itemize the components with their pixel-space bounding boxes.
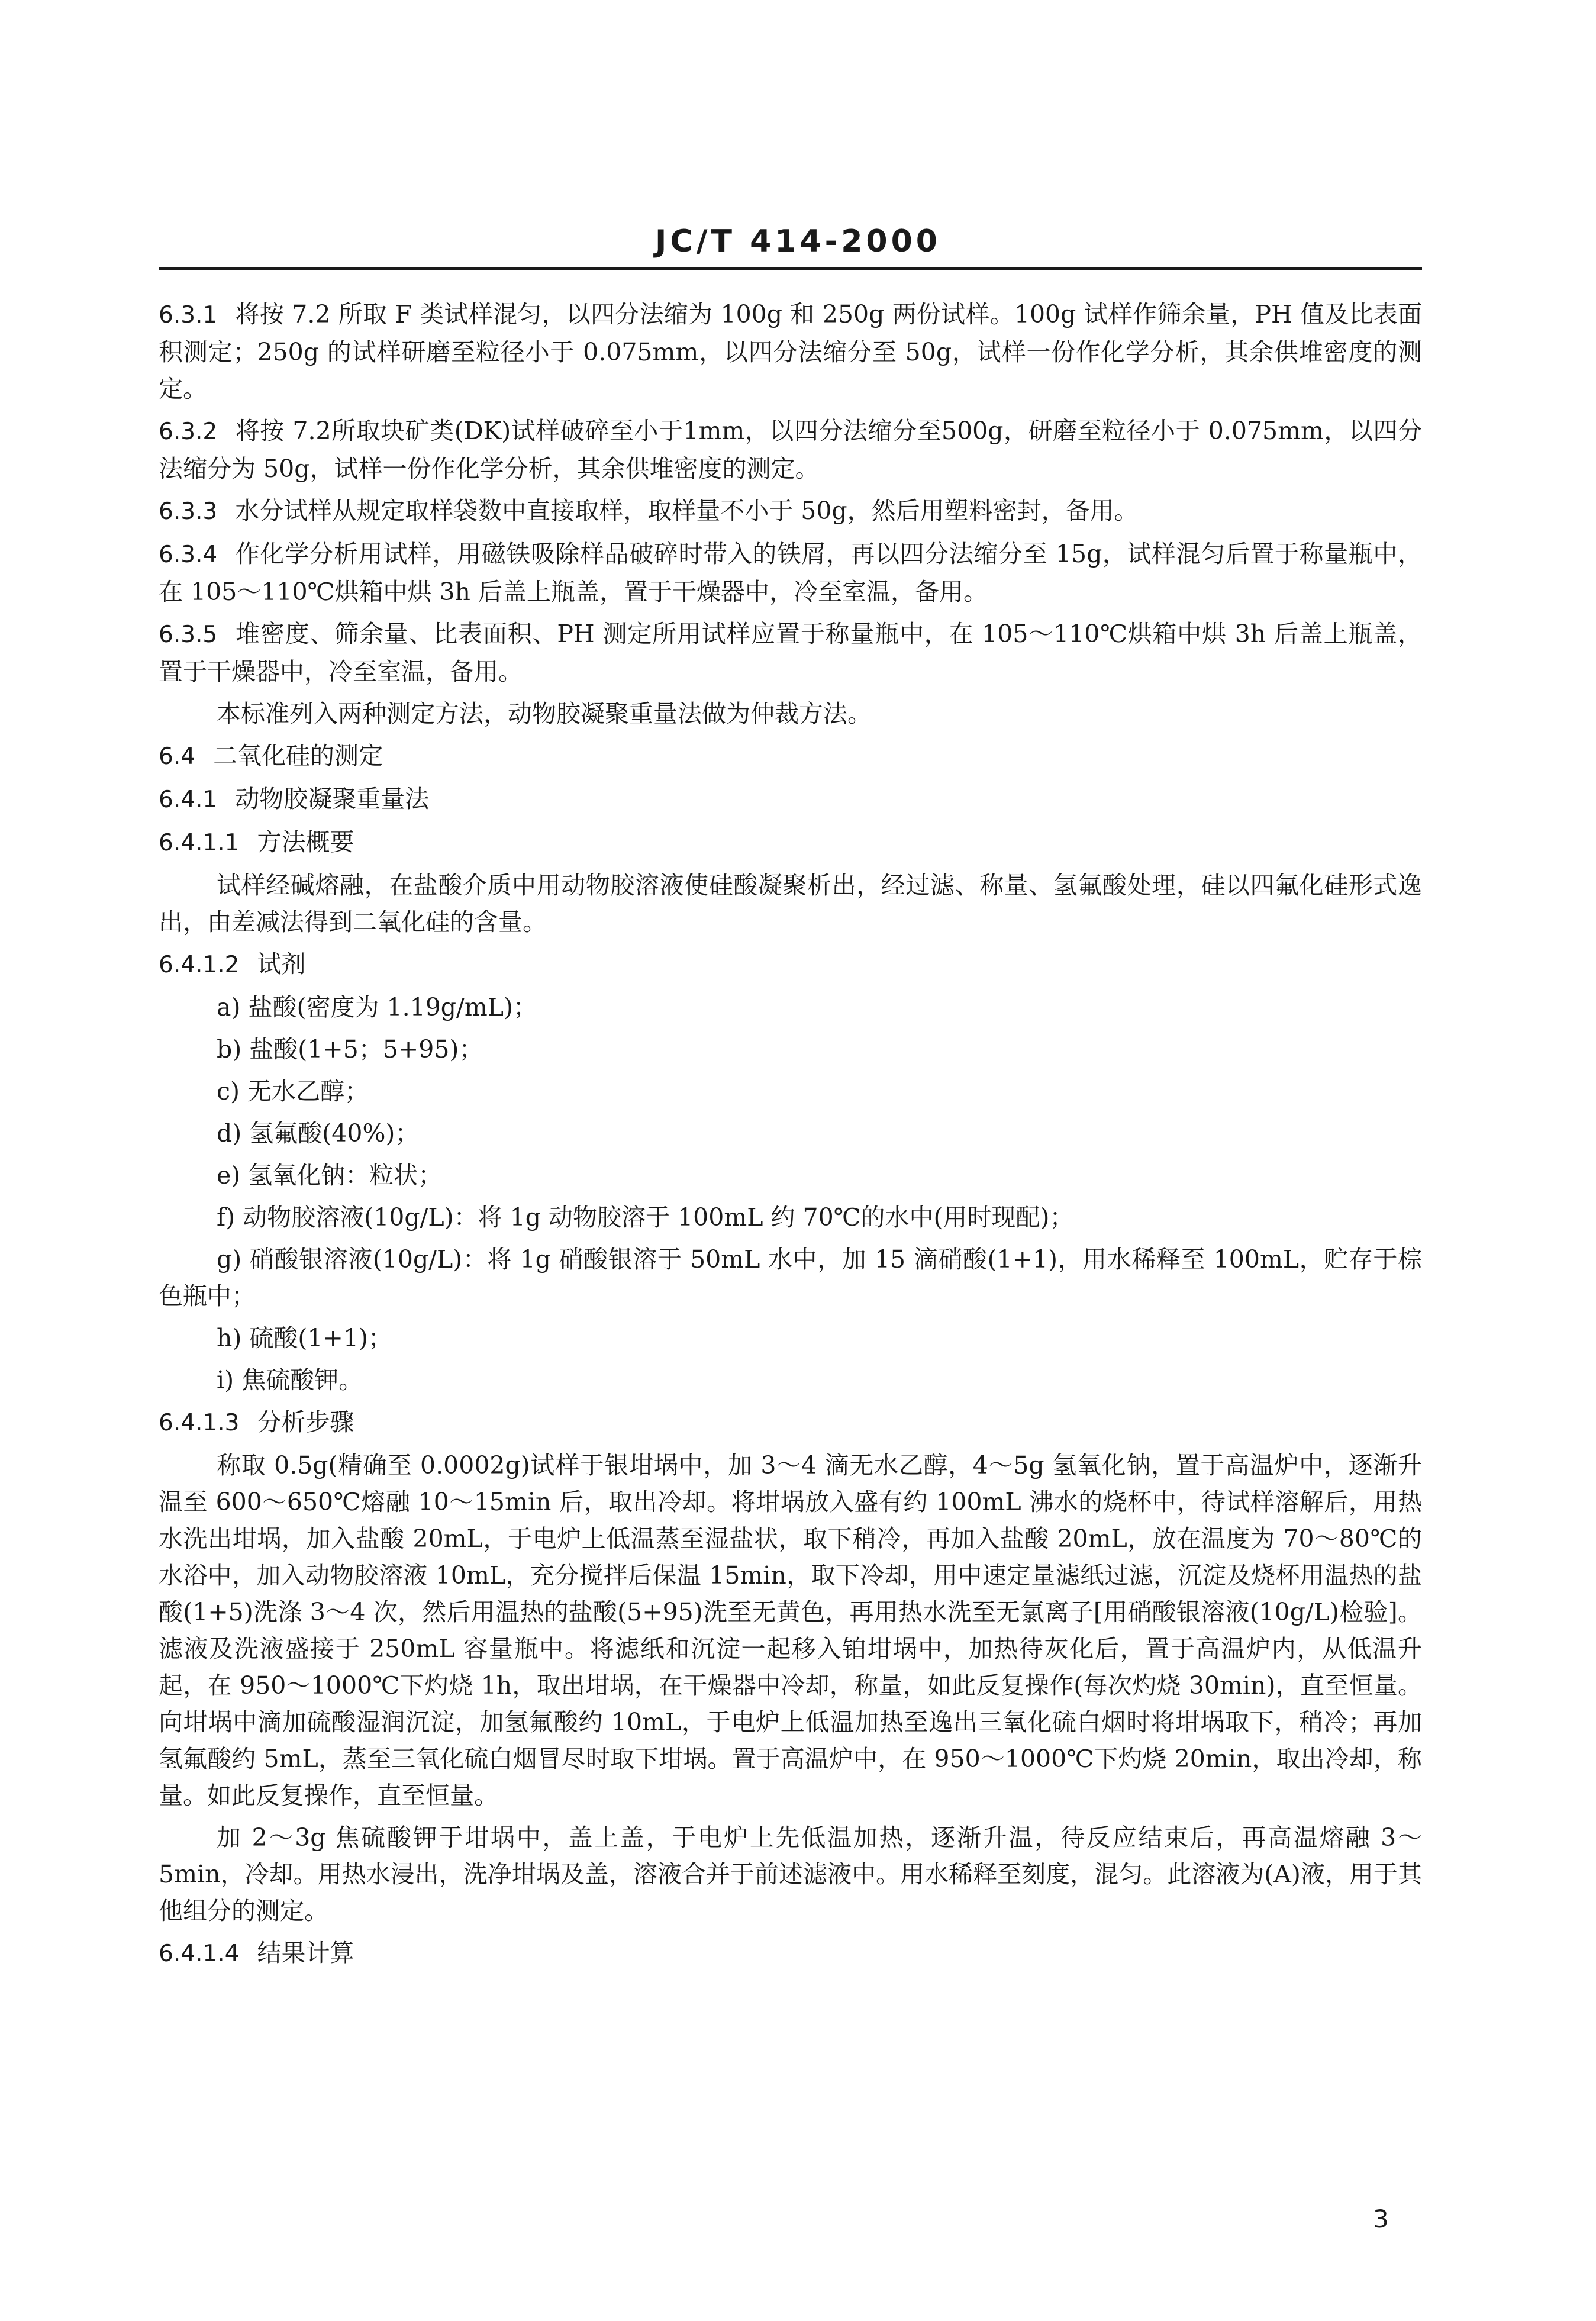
clause-6-3-4 bbox=[159, 536, 1422, 610]
reagent-item: i) 焦硫酸钾。 bbox=[217, 1366, 363, 1394]
clause-6-3-2 bbox=[159, 412, 1422, 487]
page-number: 3 bbox=[1373, 2204, 1389, 2233]
clause-title: 动物胶凝聚重量法 bbox=[235, 785, 430, 813]
heading-6-4-1-1 bbox=[159, 824, 1422, 862]
clause-6-3-5 bbox=[159, 615, 1422, 690]
clause-number: 6.4.1.4 bbox=[159, 1940, 240, 1967]
clause-number: 6.4.1.2 bbox=[159, 952, 240, 978]
heading-6-4-1-4 bbox=[159, 1935, 1422, 1972]
document-body bbox=[159, 296, 1422, 1978]
method-summary: 试样经碱熔融，在盐酸介质中用动物胶溶液使硅酸凝聚析出，经过滤、称量、氢氟酸处理，硅以四氟化硅形式逸出，由差减法得到二氧化硅的含量。 bbox=[159, 871, 1422, 936]
clause-text: 将按 7.2所取块矿类(DK)试样破碎至小于1mm，以四分法缩分至500g，研磨至粒径小于 0.075mm，以四分法缩分为 50g，试样一份作化学分析，其余供堆密度的测定。 bbox=[159, 417, 1422, 483]
reagent-item: h) 硫酸(1+1)； bbox=[217, 1324, 392, 1352]
heading-6-4-1-3 bbox=[159, 1404, 1422, 1442]
clause-6-3-1 bbox=[159, 296, 1422, 407]
clause-number: 6.4.1 bbox=[159, 786, 218, 813]
clause-title: 二氧化硅的测定 bbox=[213, 742, 383, 770]
clause-title: 方法概要 bbox=[257, 828, 354, 856]
clause-number: 6.4.1.3 bbox=[159, 1410, 240, 1436]
clause-number: 6.3.5 bbox=[159, 621, 218, 648]
heading-6-4-1-2 bbox=[159, 946, 1422, 984]
clause-number: 6.3.3 bbox=[159, 498, 218, 525]
reagent-item: c) 无水乙醇； bbox=[217, 1077, 369, 1105]
clause-text: 作化学分析用试样，用磁铁吸除样品破碎时带入的铁屑，再以四分法缩分至 15g，试样混匀后置于称量瓶中，在 105～110℃烘箱中烘 3h 后盖上瓶盖，置于干燥器中，冷至室温，备用。 bbox=[159, 540, 1422, 606]
standard-note: 本标准列入两种测定方法，动物胶凝聚重量法做为仲裁方法。 bbox=[217, 699, 872, 728]
clause-title: 分析步骤 bbox=[257, 1408, 354, 1436]
reagent-item: f) 动物胶溶液(10g/L)：将 1g 动物胶溶于 100mL 约 70℃的水中(用时现配)； bbox=[217, 1203, 1074, 1232]
standard-code-header: JC/T 414-2000 bbox=[655, 224, 941, 259]
clause-text: 堆密度、筛余量、比表面积、PH 测定所用试样应置于称量瓶中，在 105～110℃烘箱中烘 3h 后盖上瓶盖，置于干燥器中，冷至室温，备用。 bbox=[159, 620, 1422, 686]
clause-6-3-3 bbox=[159, 492, 1422, 530]
clause-text: 水分试样从规定取样袋数中直接取样，取样量不小于 50g，然后用塑料密封，备用。 bbox=[235, 497, 1139, 525]
clause-number: 6.3.1 bbox=[159, 302, 218, 328]
reagent-item: a) 盐酸(密度为 1.19g/mL)； bbox=[217, 993, 537, 1021]
procedure-paragraph: 加 2～3g 焦硫酸钾于坩埚中，盖上盖，于电炉上先低温加热，逐渐升温，待反应结束后，再高温熔融 3～5min，冷却。用热水浸出，洗净坩埚及盖，溶液合并于前述滤液中。用水稀释至刻度，混匀。此溶液为(A)液，用于其他组分的测定。 bbox=[159, 1823, 1422, 1925]
reagent-item: g) 硝酸银溶液(10g/L)：将 1g 硝酸银溶于 50mL 水中，加 15 滴硝酸(1+1)，用水稀释至 100mL，贮存于棕色瓶中； bbox=[159, 1245, 1422, 1310]
reagent-item: e) 氢氧化钠：粒状； bbox=[217, 1161, 443, 1189]
heading-6-4 bbox=[159, 737, 1422, 775]
clause-number: 6.4.1.1 bbox=[159, 830, 240, 856]
reagent-item: d) 氢氟酸(40%)； bbox=[217, 1119, 420, 1147]
clause-number: 6.3.4 bbox=[159, 541, 218, 568]
procedure-paragraph: 称取 0.5g(精确至 0.0002g)试样于银坩埚中，加 3～4 滴无水乙醇，4～5g 氢氧化钠，置于高温炉中，逐渐升温至 600～650℃熔融 10～15min 后，取出冷却。将坩埚放入盛有约 100mL 沸水的烧杯中，待试样溶解后，用热水洗出坩埚，加入盐酸 20mL，于电炉上低温蒸至湿盐状，取下稍冷，再加入盐酸 20mL，放在温度为 70～80℃的水浴中，加入动物胶溶液 10mL，充分搅拌后保温 15min，取下冷却，用中速定量滤纸过滤，沉淀及烧杯用温热的盐酸(1+5)洗涤 3～4 次，然后用温热的盐酸(5+95)洗至无黄色，再用热水洗至无氯离子[用硝酸银溶液(10g/L)检验]。滤液及洗液盛接于 250mL 容量瓶中。将滤纸和沉淀一起移入铂坩埚中，加热待灰化后，置于高温炉内，从低温升起，在 950～1000℃下灼烧 1h，取出坩埚，在干燥器中冷却，称量，如此反复操作(每次灼烧 30min)，直至恒量。向坩埚中滴加硫酸湿润沉淀，加氢氟酸约 10mL，于电炉上低温加热至逸出三氧化硫白烟时将坩埚取下，稍冷；再加氢氟酸约 5mL，蒸至三氧化硫白烟冒尽时取下坩埚。置于高温炉中，在 950～1000℃下灼烧 20min，取出冷却，称量。如此反复操作，直至恒量。 bbox=[159, 1451, 1422, 1810]
clause-number: 6.3.2 bbox=[159, 418, 218, 445]
clause-title: 结果计算 bbox=[257, 1939, 354, 1967]
header-rule bbox=[159, 267, 1422, 270]
clause-title: 试剂 bbox=[257, 950, 306, 978]
clause-text: 将按 7.2 所取 F 类试样混匀，以四分法缩为 100g 和 250g 两份试样。100g 试样作筛余量，PH 值及比表面积测定；250g 的试样研磨至粒径小于 0.075mm，以四分法缩分至 50g，试样一份作化学分析，其余供堆密度的测定。 bbox=[159, 300, 1422, 403]
heading-6-4-1 bbox=[159, 781, 1422, 818]
reagent-item: b) 盐酸(1+5；5+95)； bbox=[217, 1035, 483, 1063]
clause-number: 6.4 bbox=[159, 743, 196, 770]
